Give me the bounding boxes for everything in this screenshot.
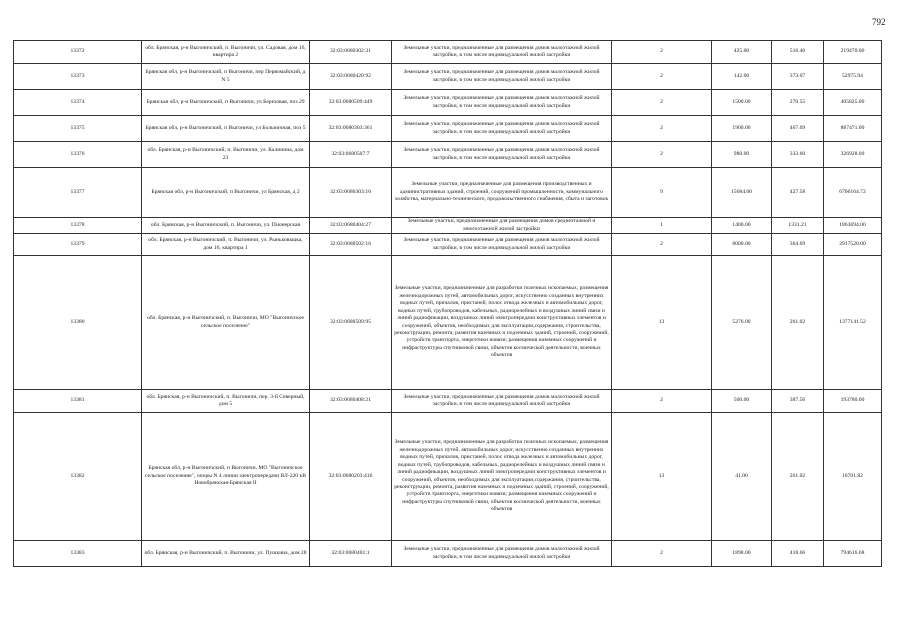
group-cell: 2 <box>612 234 712 256</box>
area-cell: 8000.00 <box>712 234 772 256</box>
cadastral-number-cell: 32:03:0680502:16 <box>310 234 392 256</box>
land-use-cell: Земельные участки, предназначенные для размещения домов малоэтажной жилой застройки, в том числе индивидуальной жилой застройки <box>392 541 612 567</box>
specific-value-cell: 516.40 <box>772 41 824 64</box>
cadastral-value-cell: 193780.00 <box>824 390 882 413</box>
object-id-cell: 13383 <box>14 541 142 567</box>
object-id-cell: 13374 <box>14 90 142 116</box>
table-row <box>14 116 882 142</box>
land-use-cell: Земельные участки, предназначенные для размещения домов малоэтажной жилой застройки, в том числе индивидуальной жилой застройки <box>392 142 612 168</box>
land-use-cell: Земельные участки, предназначенные для размещения домов малоэтажной жилой застройки, в том числе индивидуальной жилой застройки <box>392 90 612 116</box>
group-cell: 13 <box>612 413 712 541</box>
specific-value-cell: 387.56 <box>772 390 824 413</box>
table-row <box>14 41 882 64</box>
area-cell: 142.00 <box>712 64 772 90</box>
cadastral-value-cell: 52975.94 <box>824 64 882 90</box>
area-cell: 5276.00 <box>712 256 772 390</box>
cadastral-value-cell: 2917520.00 <box>824 234 882 256</box>
address-cell: обл. Брянская, р-н Выгоничский, п. Выгоничи, ул. Пушкина, дом 28 <box>142 541 310 567</box>
object-id-cell: 13379 <box>14 234 142 256</box>
group-cell: 2 <box>612 64 712 90</box>
address-cell: Брянская обл, р-н Выгоничский, п Выгоничи, ул Больничная, поз 5 <box>142 116 310 142</box>
address-cell: Брянская обл, р-н Выгоничский, п Выгоничи, ул Брянская, д 2 <box>142 168 310 218</box>
cadastral-value-cell: 6706164.72 <box>824 168 882 218</box>
land-use-cell: Земельные участки, предназначенные для размещения домов среднеэтажной и многоэтажной жилой застройки <box>392 218 612 234</box>
table-row <box>14 541 882 567</box>
address-cell: обл. Брянская, р-н Выгоничский, п. Выгоничи, пер. 3-й Северный, дом 5 <box>142 390 310 413</box>
address-cell: обл. Брянская, р-н Выгоничский, п. Выгоничи, ул. Калинина, дом 23 <box>142 142 310 168</box>
group-cell: 13 <box>612 256 712 390</box>
specific-value-cell: 373.07 <box>772 64 824 90</box>
address-cell: обл. Брянская, р-н Выгоничский, п. Выгоничи, ул. Пионерская <box>142 218 310 234</box>
area-cell: 15684.00 <box>712 168 772 218</box>
table-row <box>14 390 882 413</box>
address-cell: Брянская обл, р-н Выгоничский, п Выгоничи, пер Первомайский, д N 5 <box>142 64 310 90</box>
land-use-cell: Земельные участки, предназначенные для размещения производственных и административных зданий, строений, сооружений промышленности, коммунального хозяйства, материально-технического, продовольственного снабжения, сбыта и заготовок <box>392 168 612 218</box>
cadastral-value-cell: 1377141.52 <box>824 256 882 390</box>
cadastral-number-cell: 32:03:0680509:449 <box>310 90 392 116</box>
object-id-cell: 13380 <box>14 256 142 390</box>
land-use-cell: Земельные участки, предназначенные для размещения домов малоэтажной жилой застройки, в том числе индивидуальной жилой застройки <box>392 116 612 142</box>
specific-value-cell: 333.60 <box>772 142 824 168</box>
specific-value-cell: 467.09 <box>772 116 824 142</box>
cadastral-number-cell: 32:03:0680507:7 <box>310 142 392 168</box>
object-id-cell: 13378 <box>14 218 142 234</box>
cadastral-value-cell: 405825.00 <box>824 90 882 116</box>
object-id-cell: 13377 <box>14 168 142 218</box>
table-row <box>14 256 882 390</box>
area-cell: 500.00 <box>712 390 772 413</box>
cadastral-number-cell: 32:03:0680401:1 <box>310 541 392 567</box>
specific-value-cell: 1331.21 <box>772 218 824 234</box>
group-cell: 1 <box>612 218 712 234</box>
table-row <box>14 218 882 234</box>
address-cell: обл. Брянская, р-н Выгоничский, п. Выгоничи, ул. Садовая, дом 16, квартира 2 <box>142 41 310 64</box>
group-cell: 2 <box>612 41 712 64</box>
group-cell: 2 <box>612 90 712 116</box>
specific-value-cell: 427.58 <box>772 168 824 218</box>
address-cell: обл. Брянская, р-н Выгоничский, п. Выгоничи, ул. Рыньковыцка, дом 16, квартира 1 <box>142 234 310 256</box>
cadastral-value-cell: 219470.00 <box>824 41 882 64</box>
group-cell: 2 <box>612 390 712 413</box>
cadastral-value-cell: 794616.68 <box>824 541 882 567</box>
object-id-cell: 13372 <box>14 41 142 64</box>
cadastral-number-cell: 32:03:0680303:361 <box>310 116 392 142</box>
cadastral-number-cell: 32:03:0680408:21 <box>310 390 392 413</box>
cadastral-value-cell: 887471.00 <box>824 116 882 142</box>
land-use-cell: Земельные участки, предназначенные для размещения домов малоэтажной жилой застройки, в том числе индивидуальной жилой застройки <box>392 64 612 90</box>
table-row <box>14 413 882 541</box>
area-cell: 980.00 <box>712 142 772 168</box>
table-row <box>14 90 882 116</box>
land-use-cell: Земельные участки, предназначенные для размещения домов малоэтажной жилой застройки, в том числе индивидуальной жилой застройки <box>392 390 612 413</box>
area-cell: 1400.00 <box>712 218 772 234</box>
object-id-cell: 13375 <box>14 116 142 142</box>
cadastral-number-cell: 32:03:0680203:416 <box>310 413 392 541</box>
address-cell: Брянская обл, р-н Выгоничский, п Выгоничи, ул Березовая, поз.29 <box>142 90 310 116</box>
cadastral-number-cell: 32:03:0680509:95 <box>310 256 392 390</box>
cadastral-value-cell: 1863694.00 <box>824 218 882 234</box>
object-id-cell: 13373 <box>14 64 142 90</box>
table-row <box>14 168 882 218</box>
table-row <box>14 142 882 168</box>
address-cell: обл. Брянская, р-н Выгоничский, п. Выгоничи, МО "Выгоничское сельское поселение" <box>142 256 310 390</box>
cadastral-number-cell: 32:03:0680303:16 <box>310 168 392 218</box>
page-number: 792 <box>872 17 886 27</box>
specific-value-cell: 418.66 <box>772 541 824 567</box>
specific-value-cell: 364.69 <box>772 234 824 256</box>
group-cell: 2 <box>612 142 712 168</box>
specific-value-cell: 261.02 <box>772 413 824 541</box>
specific-value-cell: 270.55 <box>772 90 824 116</box>
land-use-cell: Земельные участки, предназначенные для размещения домов малоэтажной жилой застройки, в том числе индивидуальной жилой застройки <box>392 234 612 256</box>
cadastral-number-cell: 32:03:0680420:92 <box>310 64 392 90</box>
group-cell: 2 <box>612 541 712 567</box>
area-cell: 1900.00 <box>712 116 772 142</box>
object-id-cell: 13382 <box>14 413 142 541</box>
cadastral-number-cell: 32:03:0680302:31 <box>310 41 392 64</box>
specific-value-cell: 261.02 <box>772 256 824 390</box>
land-use-cell: Земельные участки, предназначенные для разработки полезных ископаемых, размещения железнодорожных путей, автомобильных дорог, искусственно созданных внутренних водных путей, причалов, пристаней, полос отвода железных и автомобильных дорог, водных путей, трубопроводов, кабельных, радиорелейных и воздушных линий связи и линий радиофикации, воздушных линий электропередачи конструктивных элементов и сооружений, объектов, необходимых для эксплуатации,содержания, строительства, реконструкции, ремонта, развития наземных и подземных зданий, строений, сооружений, устройств транспорта, энергетики иовязи; размещения наземных сооружений и инфраструктуры спутниковой связи, объектов космической деятельности, военных объектов <box>392 256 612 390</box>
cadastral-value-cell: 326928.00 <box>824 142 882 168</box>
area-cell: 41.00 <box>712 413 772 541</box>
object-id-cell: 13381 <box>14 390 142 413</box>
area-cell: 1500.00 <box>712 90 772 116</box>
cadastral-number-cell: 32:03:0680404:27 <box>310 218 392 234</box>
cadastral-value-table <box>13 40 882 567</box>
area-cell: 425.00 <box>712 41 772 64</box>
area-cell: 1898.00 <box>712 541 772 567</box>
object-id-cell: 13376 <box>14 142 142 168</box>
table-row <box>14 64 882 90</box>
table-row <box>14 234 882 256</box>
cadastral-value-cell: 10701.82 <box>824 413 882 541</box>
land-use-cell: Земельные участки, предназначенные для разработки полезных ископаемых, размещения железнодорожных путей, автомобильных дорог, искусственно созданных внутренних водных путей, причалов, пристаней, полос отвода железных и автомобильных дорог, водных путей, трубопроводов, кабельных, радиорелейных и воздушных линий связи и линий радиофикации, воздушных линий электропередачи конструктивных элементов и сооружений, объектов, необходимых для эксплуатации,содержания, строительства, реконструкции, ремонта, развития наземных и подземных зданий, строений, сооружений, устройств транспорта, энергетики иовязи; размещения наземных сооружений и инфраструктуры спутниковой связи, объектов космической деятельности, военных объектов <box>392 413 612 541</box>
land-use-cell: Земельные участки, предназначенные для размещения домов малоэтажной жилой застройки, в том числе индивидуальной жилой застройки <box>392 41 612 64</box>
group-cell: 2 <box>612 116 712 142</box>
group-cell: 9 <box>612 168 712 218</box>
address-cell: Брянская обл, р-н Выгоничский, п Выгоничи, МО "Выгоничское сельское поселение", опоры N 4 линии электропередачи ВЛ-220 кВ Новобрянская-Брянская II <box>142 413 310 541</box>
